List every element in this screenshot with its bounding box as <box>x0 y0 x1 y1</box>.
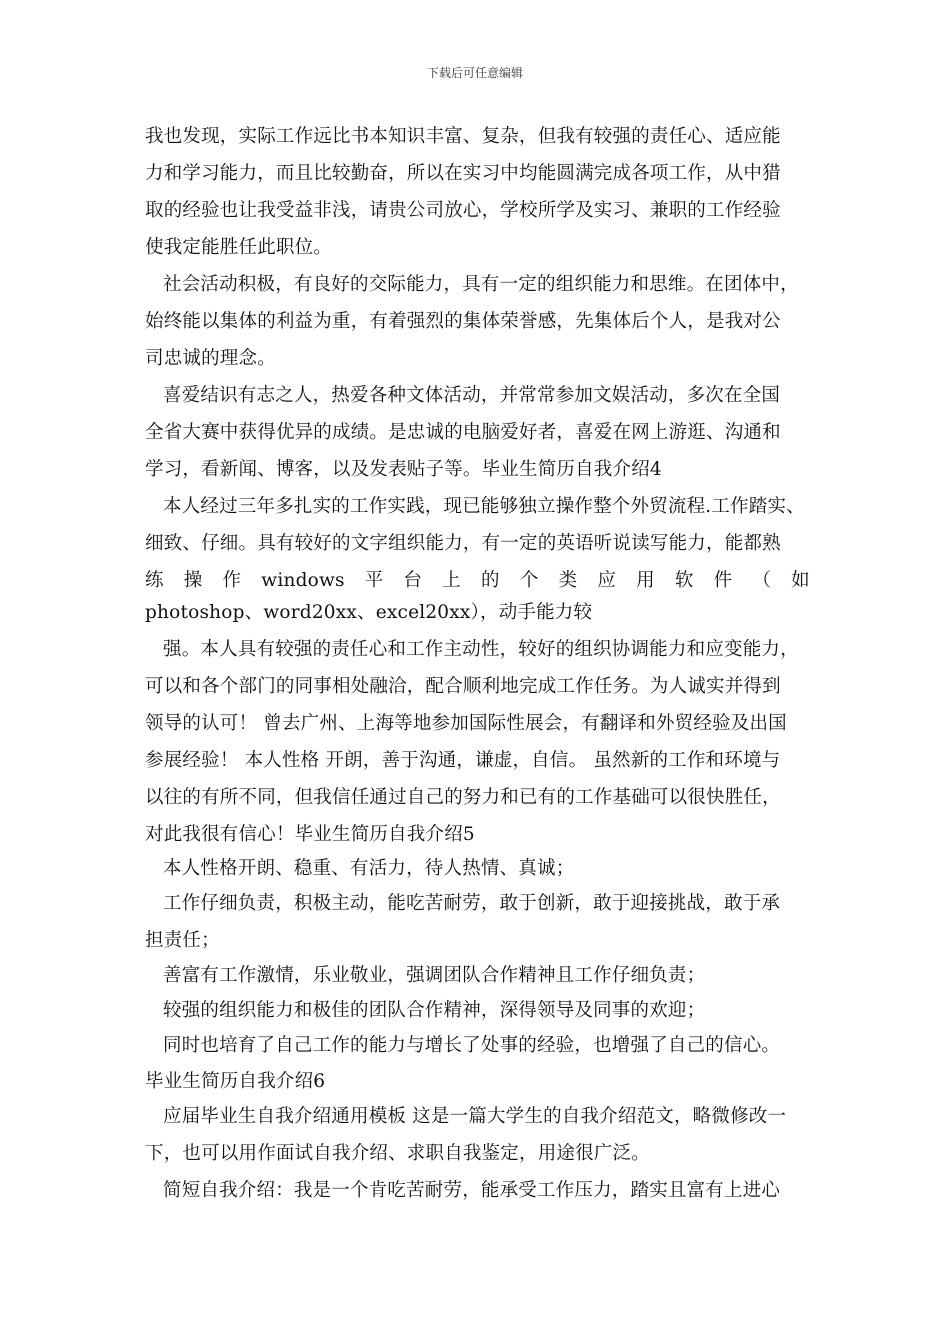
text-line: photoshop、word20xx、excel20xx），动手能力较 <box>145 602 593 623</box>
text-line: 取的经验也让我受益非浅，请贵公司放心，学校所学及实习、兼职的工作经验 <box>145 200 781 221</box>
text-line: 细致、仔细。具有较好的文字组织能力，有一定的英语听说读写能力，能都熟 <box>145 533 781 554</box>
text-word: 平 <box>364 570 384 591</box>
text-line: 参展经验！ 本人性格 开朗，善于沟通，谦虚，自信。 虽然新的工作和环境与 <box>145 750 781 771</box>
text-line: 领导的认可！ 曾去广州、上海等地参加国际性展会，有翻译和外贸经验及出国 <box>145 713 787 734</box>
text-line: 强。本人具有较强的责任心和工作主动性，较好的组织协调能力和应变能力， <box>163 639 799 660</box>
text-word: 如 <box>791 570 810 591</box>
text-word: 台 <box>403 570 423 591</box>
text-line: 以往的有所不同，但我信任通过自己的努力和已有的工作基础可以很快胜任， <box>145 787 781 808</box>
text-line: 工作仔细负责，积极主动，能吃苦耐劳，敢于创新，敢于迎接挑战，敢于承 <box>163 893 781 914</box>
text-line: 喜爱结识有志之人，热爱各种文体活动，并常常参加文娱活动，多次在全国 <box>163 385 781 406</box>
text-line: 善富有工作激情，乐业敬业，强调团队合作精神且工作仔细负责； <box>163 965 706 986</box>
text-line: 应届毕业生自我介绍通用模板 这是一篇大学生的自我介绍范文，略微修改一 <box>163 1106 787 1127</box>
text-line: 力和学习能力，而且比较勤奋，所以在实习中均能圆满完成各项工作，从中猎 <box>145 163 781 184</box>
text-word: 上 <box>442 570 461 591</box>
text-line: 较强的组织能力和极佳的团队合作精神，深得领导及同事的欢迎； <box>163 1000 706 1021</box>
text-word: 类 <box>558 570 578 591</box>
text-word: 的 <box>481 570 500 591</box>
text-line: 本人经过三年多扎实的工作实践，现已能够独立操作整个外贸流程.工作踏实、 <box>163 496 805 517</box>
text-word: 件 <box>713 570 733 591</box>
text-line: 我也发现，实际工作远比书本知识丰富、复杂，但我有较强的责任心、适应能 <box>145 126 781 147</box>
text-line: 始终能以集体的利益为重，有着强烈的集体荣誉感，先集体后个人，是我对公 <box>145 311 781 332</box>
text-word: 操 <box>183 570 203 591</box>
text-line: 司忠诚的理念。 <box>145 348 276 369</box>
text-word: 软 <box>674 570 694 591</box>
text-line: 本人性格开朗、稳重、有活力，待人热情、真诚； <box>163 858 575 879</box>
text-line: 同时也培育了自己工作的能力与增长了处事的经验，也增强了自己的信心。 <box>163 1035 781 1056</box>
text-word: windows <box>261 570 345 591</box>
justified-text-line <box>145 568 810 594</box>
text-word: （ <box>752 570 772 591</box>
text-line: 对此我很有信心！毕业生简历自我介绍5 <box>145 824 475 845</box>
page-header: 下载后可任意编辑 <box>426 66 523 80</box>
text-line: 简短自我介绍：我是一个肯吃苦耐劳，能承受工作压力，踏实且富有上进心 <box>163 1180 781 1201</box>
text-line: 可以和各个部门的同事相处融洽，配合顺利地完成工作任务。为人诚实并得到 <box>145 676 781 697</box>
text-word: 应 <box>597 570 617 591</box>
text-line: 使我定能胜任此职位。 <box>145 237 333 258</box>
text-word: 用 <box>636 570 655 591</box>
text-word: 作 <box>222 570 242 591</box>
text-word: 练 <box>145 570 164 591</box>
text-line: 社会活动积极，有良好的交际能力，具有一定的组织能力和思维。在团体中， <box>163 274 799 295</box>
text-line: 担责任； <box>145 930 220 951</box>
text-line: 毕业生简历自我介绍6 <box>145 1071 326 1092</box>
text-line: 全省大赛中获得优异的成绩。是忠诚的电脑爱好者，喜爱在网上游逛、沟通和 <box>145 422 781 443</box>
text-line: 下，也可以用作面试自我介绍、求职自我鉴定，用途很广泛。 <box>145 1143 650 1164</box>
text-line: 学习，看新闻、博客，以及发表贴子等。毕业生简历自我介绍4 <box>145 459 662 480</box>
text-word: 个 <box>519 570 539 591</box>
